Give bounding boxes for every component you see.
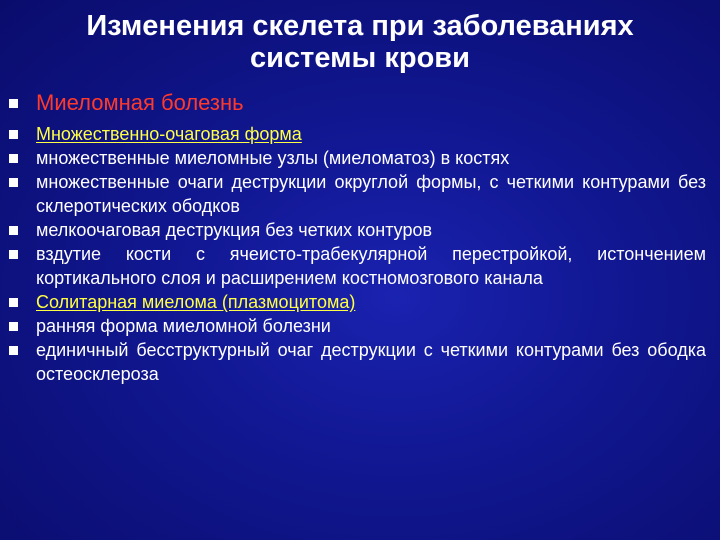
bullet-text: множественные очаги деструкции округлой формы, с четкими контурами без склеротических ободков [36,172,706,216]
slide-title [0,10,720,74]
bullet-item [0,146,720,170]
bullet-item [0,88,720,118]
bullet-heading: Миеломная болезнь [36,90,244,115]
bullet-text: ранняя форма миеломной болезни [36,316,331,336]
slide-title-line-1: Изменения скелета при заболеваниях [86,10,634,42]
bullet-subheading: Солитарная миелома (плазмоцитома) [36,292,356,312]
square-bullet-icon [9,346,18,355]
square-bullet-icon [9,298,18,307]
bullet-list [0,88,720,386]
bullet-item [0,338,720,386]
bullet-text: мелкоочаговая деструкция без четких контуров [36,220,433,240]
bullet-subheading: Множественно-очаговая форма [36,124,302,144]
bullet-text: множественные миеломные узлы (миеломатоз) в костях [36,148,510,168]
bullet-item [0,170,720,218]
square-bullet-icon [9,178,18,187]
square-bullet-icon [9,154,18,163]
bullet-text: единичный бесструктурный очаг деструкции с четкими контурами без ободка остеосклероза [36,340,706,384]
square-bullet-icon [9,99,18,108]
square-bullet-icon [9,322,18,331]
bullet-item [0,242,720,290]
bullet-text: вздутие кости с ячеисто-трабекулярной перестройкой, истончением кортикального слоя и расширением костномозгового канала [36,244,706,288]
bullet-item [0,122,720,146]
square-bullet-icon [9,226,18,235]
slide-title-line-2: системы крови [250,42,470,74]
bullet-item [0,314,720,338]
square-bullet-icon [9,250,18,259]
square-bullet-icon [9,130,18,139]
bullet-item [0,290,720,314]
bullet-item [0,218,720,242]
